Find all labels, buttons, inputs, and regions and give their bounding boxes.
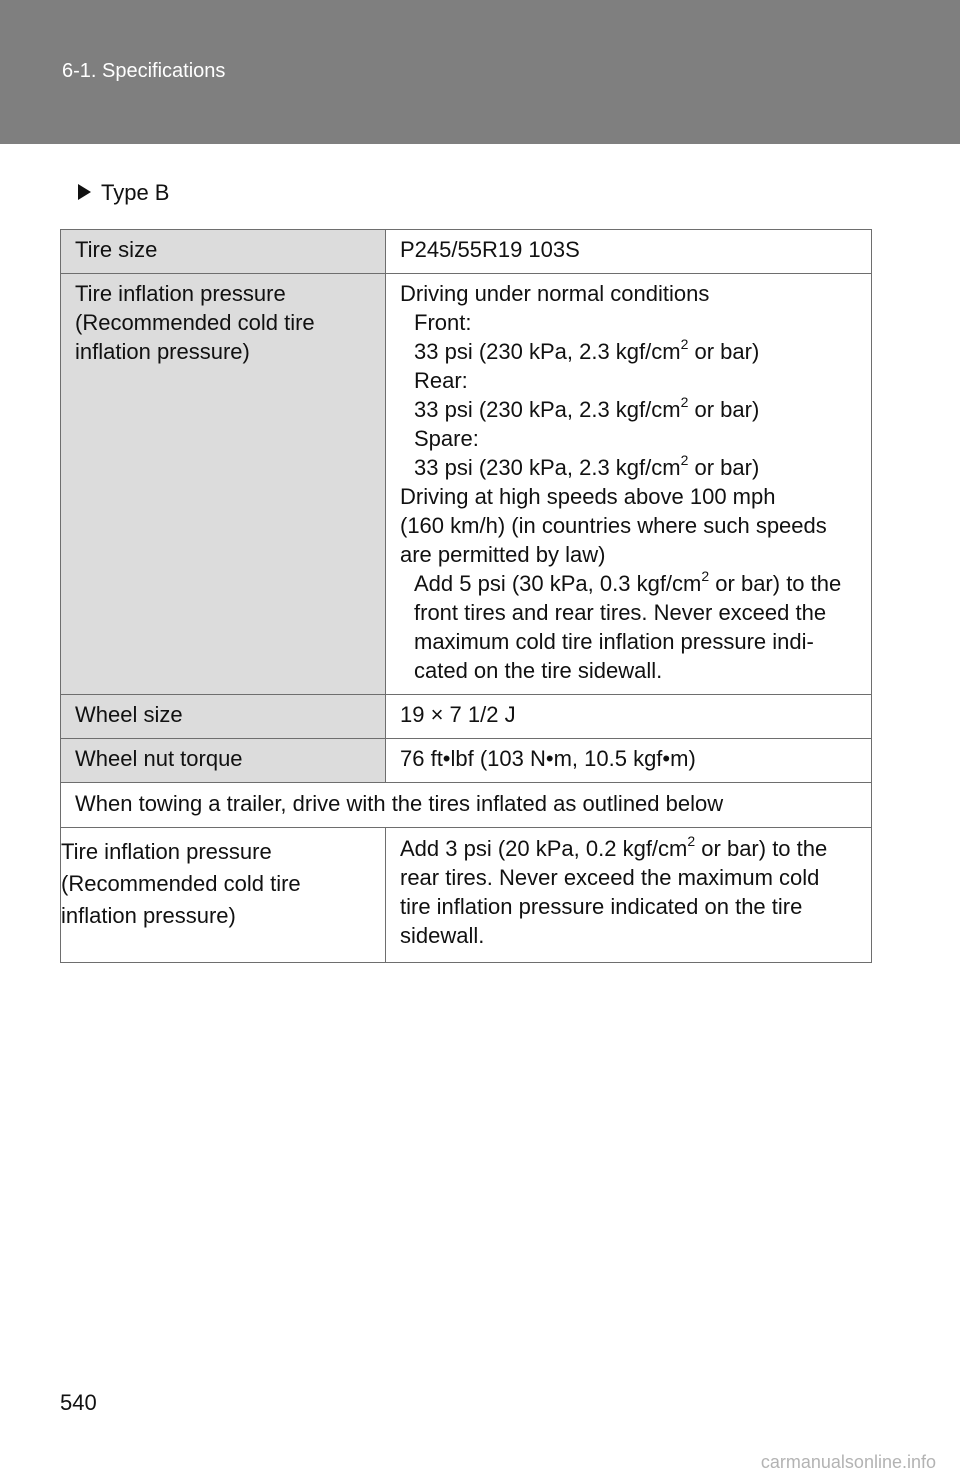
table-row-towing-inflation — [61, 828, 872, 963]
high-speed-line: (160 km/h) (in countries where such speeds — [400, 513, 827, 538]
wheel-nut-torque-value: 76 ft•lbf (103 N•m, 10.5 kgf•m) — [386, 739, 872, 783]
high-speed-line: Driving at high speeds above 100 mph — [400, 484, 776, 509]
page-number: 540 — [60, 1390, 97, 1415]
high-speed-line: are permitted by law) — [400, 542, 606, 567]
towing-label-line: inflation pressure) — [61, 903, 236, 928]
high-speed-note-line: cated on the tire sidewall. — [414, 658, 663, 683]
towing-value-line: sidewall. — [400, 923, 485, 948]
inflation-label — [61, 274, 386, 695]
towing-value-line: tire inflation pressure indicated on the tire — [400, 894, 803, 919]
high-speed-note-line: maximum cold tire inflation pressure indi- — [414, 629, 814, 654]
towing-value-line: Add 3 psi (20 kPa, 0.2 kgf/$cm^2$ or bar) to the — [400, 832, 828, 861]
towing-value-line: rear tires. Never exceed the maximum cold — [400, 865, 820, 890]
towing-inflation-label — [61, 828, 386, 963]
tire-size-value: P245/55R19 103S — [386, 230, 872, 274]
high-speed-note-line: front tires and rear tires. Never exceed the — [414, 600, 827, 625]
towing-note: When towing a trailer, drive with the tires inflated as outlined below — [61, 783, 872, 828]
inflation-label-line: (Recommended cold tire — [75, 310, 315, 335]
wheel-size-label: Wheel size — [61, 695, 386, 739]
type-heading — [78, 180, 169, 206]
watermark: carmanualsonline.info — [760, 1452, 936, 1472]
table-row-inflation — [61, 274, 872, 695]
spare-label: Spare: — [414, 426, 479, 451]
type-heading-text: Type B — [101, 180, 170, 205]
towing-label-line: (Recommended cold tire — [61, 871, 301, 896]
rear-pressure: 33 psi (230 kPa, 2.3 kgf/$cm^2$ or bar) — [414, 393, 760, 422]
table-row-towing-note — [61, 783, 872, 828]
inflation-label-line: inflation pressure) — [75, 339, 250, 364]
table-row-wheel-nut-torque — [61, 739, 872, 783]
tire-size-label: Tire size — [61, 230, 386, 274]
section-title: 6-1. Specifications — [62, 60, 226, 82]
normal-conditions-title: Driving under normal conditions — [400, 281, 710, 306]
towing-label-line: Tire inflation pressure — [61, 839, 272, 864]
page-header — [0, 0, 960, 144]
triangle-bullet-icon — [78, 184, 91, 200]
spare-pressure: 33 psi (230 kPa, 2.3 kgf/$cm^2$ or bar) — [414, 451, 760, 480]
specification-table — [60, 229, 872, 963]
inflation-value — [386, 274, 872, 695]
wheel-size-value: 19 × 7 1/2 J — [386, 695, 872, 739]
table-row-tire-size — [61, 230, 872, 274]
inflation-label-line: Tire inflation pressure — [75, 281, 286, 306]
front-label: Front: — [414, 310, 472, 335]
front-pressure: 33 psi (230 kPa, 2.3 kgf/$cm^2$ or bar) — [414, 335, 760, 364]
table-row-wheel-size — [61, 695, 872, 739]
high-speed-add: Add 5 psi (30 kPa, 0.3 kgf/$cm^2$ or bar) to the — [414, 567, 842, 596]
towing-inflation-value — [386, 828, 872, 963]
wheel-nut-torque-label: Wheel nut torque — [61, 739, 386, 783]
rear-label: Rear: — [414, 368, 468, 393]
